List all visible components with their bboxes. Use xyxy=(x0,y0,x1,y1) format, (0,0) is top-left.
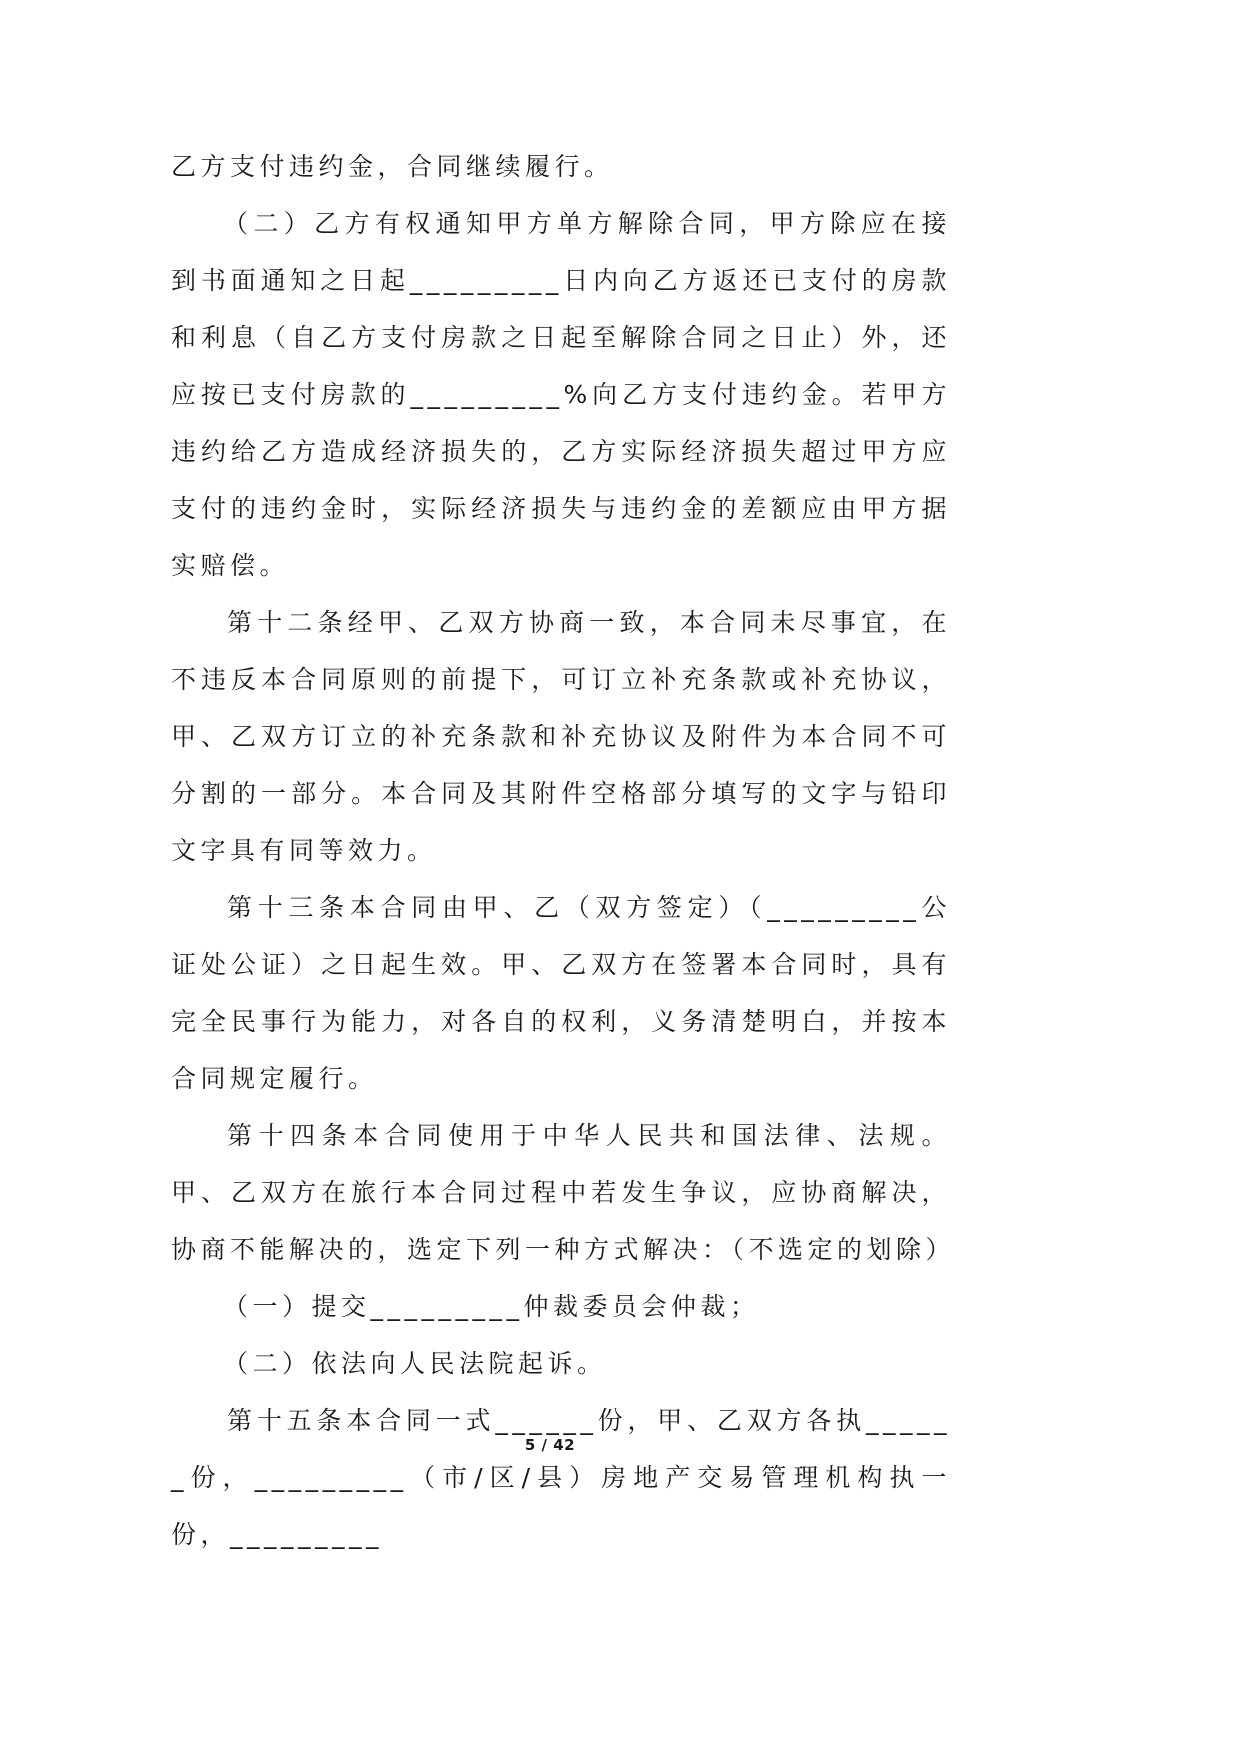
paragraph-article-15: 第十五条本合同一式______份，甲、乙双方各执______份，_________（市/区/县）房地产交易管理机构执一份，_________ xyxy=(171,1406,951,1549)
paragraph-article-13: 第十三条本合同由甲、乙（双方签定）（_________公证处公证）之日起生效。甲、乙双方在签署本合同时，具有完全民事行为能力，对各自的权利，义务清楚明白，并按本合同规定履行。 xyxy=(171,893,951,1093)
paragraph-clause-2-termination: （二）乙方有权通知甲方单方解除合同，甲方除应在接到书面通知之日起_________日内向乙方返还已支付的房款和利息（自乙方支付房款之日起至解除合同之日止）外，还应按已支付房款的_________%向乙方支付违约金。若甲方违约给乙方造成经济损失的，乙方实际经济损失超过甲方应支付的违约金时，实际经济损失与违约金的差额应由甲方据实赔偿。 xyxy=(171,209,951,580)
paragraph-article-14: 第十四条本合同使用于中华人民共和国法律、法规。甲、乙双方在旅行本合同过程中若发生争议，应协商解决，协商不能解决的，选定下列一种方式解决：（不选定的划除） xyxy=(171,1121,956,1264)
contract-body xyxy=(171,138,956,1563)
paragraph-continuation: 乙方支付违约金，合同继续履行。 xyxy=(171,152,614,181)
paragraph-option-arbitration: （一）提交_________仲裁委员会仲裁； xyxy=(223,1292,760,1321)
page-number: 5 / 42 xyxy=(524,1436,576,1454)
paragraph-option-court: （二）依法向人民法院起诉。 xyxy=(223,1349,607,1378)
paragraph-article-12: 第十二条经甲、乙双方协商一致，本合同未尽事宜，在不违反本合同原则的前提下，可订立补充条款或补充协议，甲、乙双方订立的补充条款和补充协议及附件为本合同不可分割的一部分。本合同及其附件空格部分填写的文字与铅印文字具有同等效力。 xyxy=(171,608,951,865)
